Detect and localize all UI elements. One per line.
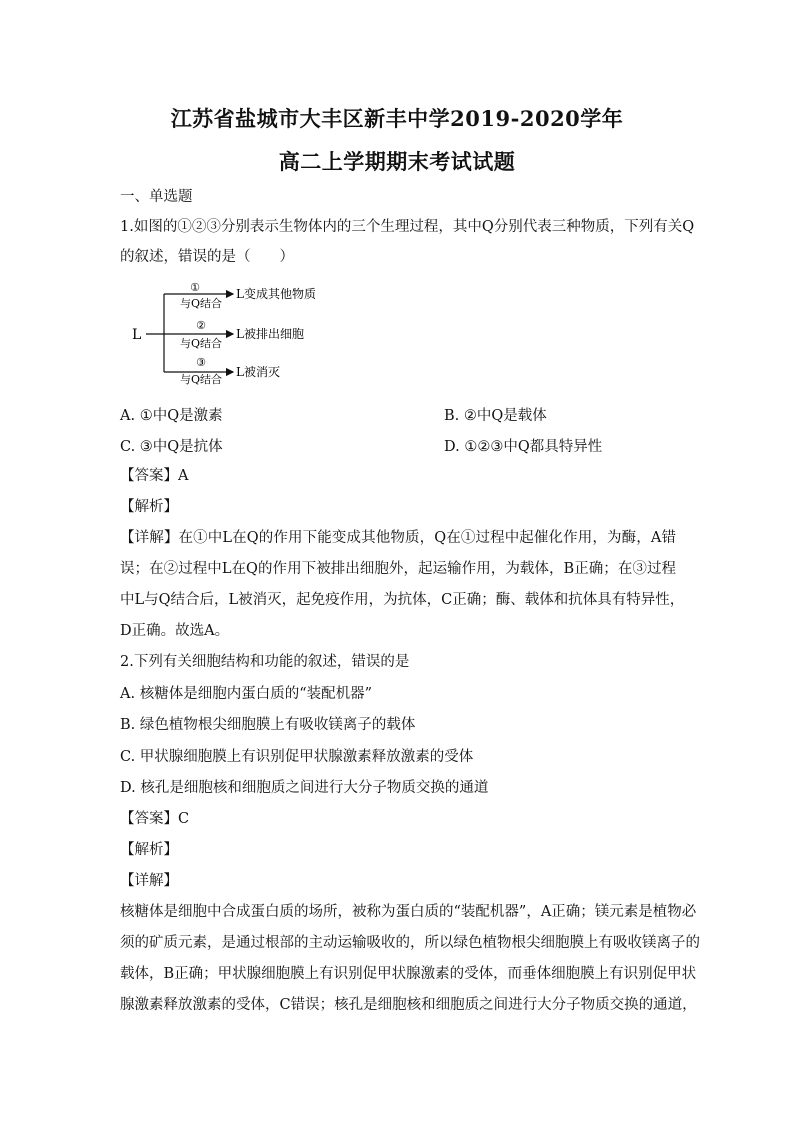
q1-option-c: C. ③中Q是抗体	[120, 439, 223, 455]
q2-detail-line-3: 载体，B正确；甲状腺细胞膜上有识别促甲状腺激素的受体，而垂体细胞膜上有识别促甲状	[120, 966, 697, 982]
q1-option-d: D. ①②③中Q都具特异性	[444, 439, 603, 455]
q2-option-a: A. 核糖体是细胞内蛋白质的“装配机器”	[120, 686, 373, 702]
title-line-2: 高二上学期期末考试试题	[278, 149, 516, 174]
section-heading: 一、单选题	[120, 189, 193, 205]
q1-detail-line-1: 【详解】在①中L在Q的作用下能变成其他物质，Q在①过程中起催化作用，为酶，A错	[120, 530, 676, 546]
title-line-1: 江苏省盐城市大丰区新丰中学2019-2020学年	[170, 106, 624, 131]
q2-detail-heading: 【详解】	[120, 873, 178, 889]
q1-option-a: A. ①中Q是激素	[120, 408, 223, 424]
q2-detail-line-4: 腺激素释放激素的受体，C错误；核孔是细胞核和细胞质之间进行大分子物质交换的通道，	[120, 997, 697, 1013]
diagram-num-2: ②	[196, 319, 206, 332]
diagram-cond-3: 与Q结合	[179, 373, 223, 386]
diagram-cond-2: 与Q结合	[179, 337, 223, 350]
diagram-result-1: L变成其他物质	[236, 287, 316, 301]
diagram-l-label: L	[132, 327, 142, 343]
q2-analysis-heading: 【解析】	[120, 842, 178, 858]
diagram-result-3: L被消灭	[236, 365, 280, 379]
q1-stem-line-2: 的叙述，错误的是（ ）	[120, 249, 294, 265]
q2-detail-line-1: 核糖体是细胞中合成蛋白质的场所，被称为蛋白质的“装配机器”，A正确；镁元素是植物必	[120, 904, 697, 920]
q2-option-c: C. 甲状腺细胞膜上有识别促甲状腺激素释放激素的受体	[120, 749, 474, 765]
diagram-num-3: ③	[196, 356, 206, 369]
q1-analysis-heading: 【解析】	[120, 499, 178, 515]
q2-detail-line-2: 须的矿质元素，是通过根部的主动运输吸收的，所以绿色植物根尖细胞膜上有吸收镁离子的	[120, 935, 700, 951]
q2-option-b: B. 绿色植物根尖细胞膜上有吸收镁离子的载体	[120, 717, 416, 733]
q1-diagram	[120, 278, 380, 388]
diagram-num-1: ①	[190, 281, 200, 294]
q2-answer: 【答案】C	[120, 811, 190, 827]
q2-option-d: D. 核孔是细胞核和细胞质之间进行大分子物质交换的通道	[120, 780, 489, 796]
q1-detail-line-2: 误；在②过程中L在Q的作用下被排出细胞外，起运输作用，为载体，B正确；在③过程	[120, 561, 676, 577]
diagram-result-2: L被排出细胞	[236, 327, 304, 341]
q1-detail-line-4: D正确。故选A。	[120, 623, 230, 639]
q1-detail-line-3: 中L与Q结合后，L被消灭，起免疫作用，为抗体，C正确；酶、载体和抗体具有特异性，	[120, 592, 685, 608]
q1-option-b: B. ②中Q是载体	[444, 408, 547, 424]
q2-stem: 2.下列有关细胞结构和功能的叙述，错误的是	[120, 654, 410, 670]
q1-answer: 【答案】A	[120, 468, 189, 484]
q1-stem-line-1: 1.如图的①②③分别表示生物体内的三个生理过程，其中Q分别代表三种物质，下列有关Q	[120, 219, 695, 235]
diagram-cond-1: 与Q结合	[179, 297, 223, 310]
